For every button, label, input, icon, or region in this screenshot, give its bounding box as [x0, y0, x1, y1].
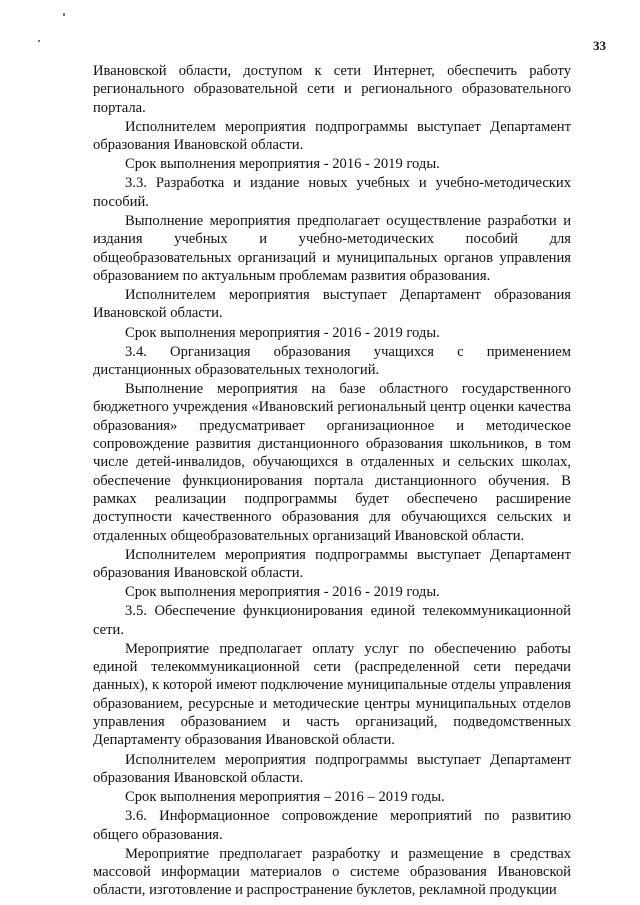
paragraph: Выполнение мероприятия предполагает осуществление разработки и издания учебных и учебно-методических пособий для общеобразовательных организаций и муниципальных органов управления образованием по актуальным проблемам развития образования. [93, 212, 571, 284]
paragraph: Мероприятие предполагает оплату услуг по обеспечению работы единой телекоммуникационной сети (распределенной сети передачи данных), к которой имеют подключение муниципальные отделы управления образованием, ресурсные и методические центры муниципальных отделов управления образованием и часть организаций, подведомственных Департаменту образования Ивановской области. [93, 640, 571, 749]
paragraph: Ивановской области, доступом к сети Интернет, обеспечить работу регионального образовательной сети и регионального образовательного портала. [93, 63, 571, 116]
page-number: 33 [593, 38, 606, 53]
section-heading: 3.6. Информационное сопровождение мероприятий по развитию общего образования. [93, 808, 571, 843]
paragraph: Срок выполнения мероприятия - 2016 - 2019 годы. [125, 156, 440, 173]
paragraph: Исполнителем мероприятия подпрограммы выступает Департамент образования Ивановской области. [93, 546, 571, 582]
paragraph: Исполнителем мероприятия подпрограммы выступает Департамент образования Ивановской области. [93, 118, 571, 154]
section-heading: 3.4. Организация образования учащихся с применением дистанционных образовательных технологий. [93, 343, 571, 378]
section-heading: 3.5. Обеспечение функционирования единой телекоммуникационной сети. [93, 603, 571, 638]
paragraph: Исполнителем мероприятия выступает Департамент образования Ивановской области. [93, 287, 571, 322]
scan-speck [38, 40, 40, 42]
paragraph: Мероприятие предполагает разработку и размещение в средствах массовой информации материалов о системе образования Ивановской области, изготовление и распространение буклетов, рекламной продукции [93, 845, 571, 899]
section-heading: 3.3. Разработка и издание новых учебных и учебно-методических пособий. [93, 175, 571, 210]
paragraph: Срок выполнения мероприятия – 2016 – 2019 годы. [125, 789, 445, 806]
paragraph: Срок выполнения мероприятия - 2016 - 2019 годы. [125, 324, 440, 341]
paragraph: Срок выполнения мероприятия - 2016 - 2019 годы. [125, 584, 440, 601]
body-text [93, 62, 571, 901]
paragraph: Выполнение мероприятия на базе областного государственного бюджетного учреждения «Ивановский региональный центр оценки качества образования» предусматривает организационное и методическое сопровождение развития дистанционного образования школьников, в том числе детей-инвалидов, обучающихся в отдаленных и сельских школах, обеспечение функционирования портала дистанционного обучения. В рамках реализации подпрограммы будет обеспечено расширение доступности качественного образования для обучающихся сельских и отдаленных общеобразовательных организаций Ивановской области. [93, 381, 571, 544]
scan-speck [63, 13, 65, 16]
paragraph: Исполнителем мероприятия подпрограммы выступает Департамент образования Ивановской области. [93, 751, 571, 786]
